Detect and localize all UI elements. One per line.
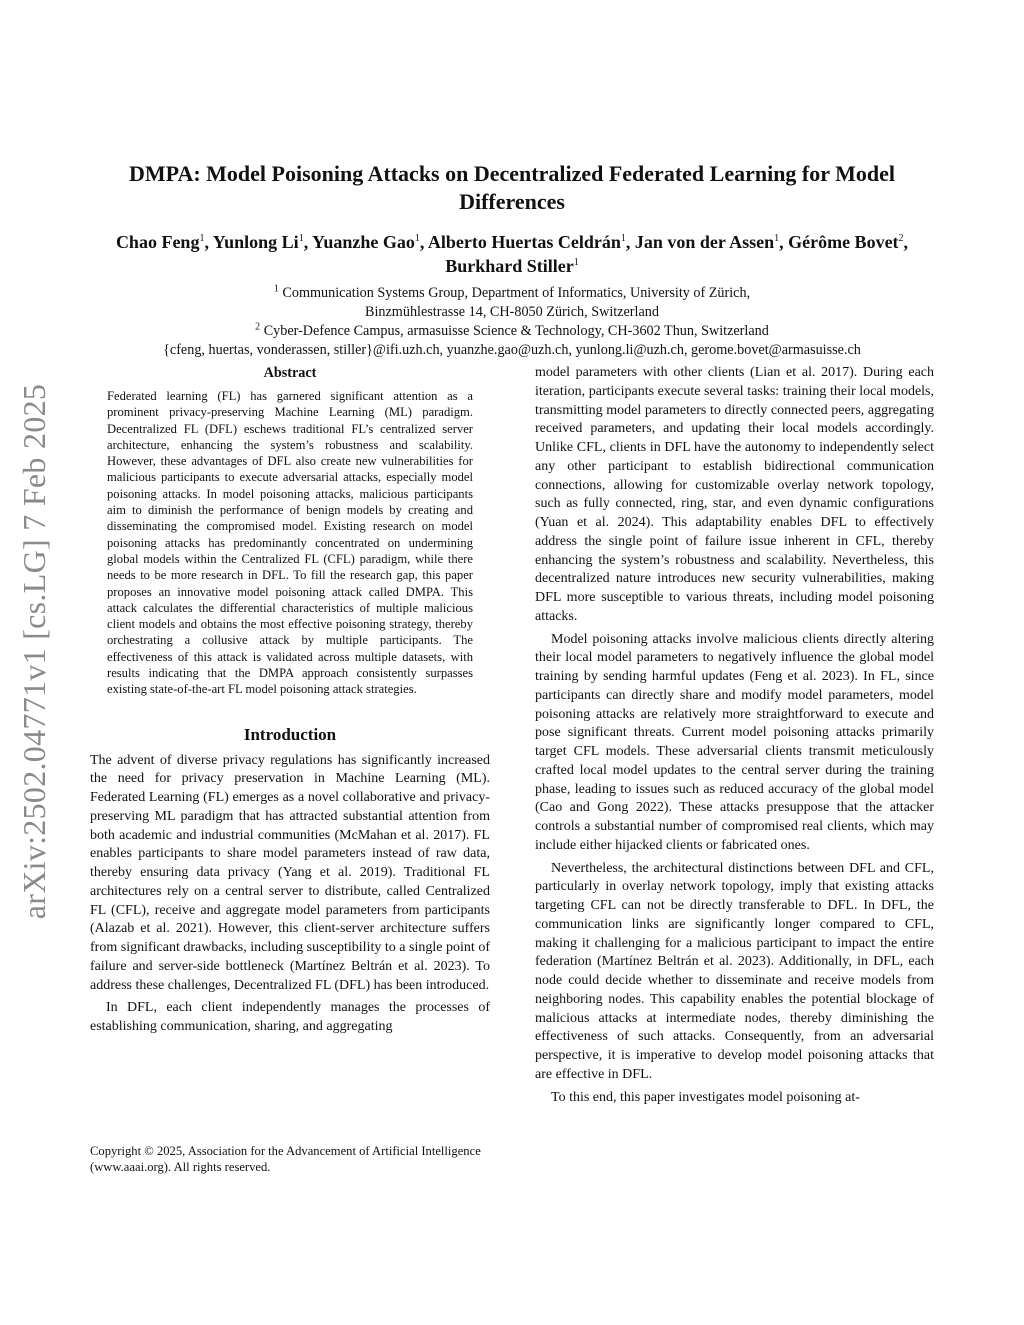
affiliations: [80, 284, 944, 360]
author-name: Gérôme Bovet: [788, 232, 899, 252]
author-name: Yunlong Li: [212, 232, 299, 252]
author-name: Chao Feng: [115, 232, 200, 252]
paragraph: To this end, this paper investigates model poisoning at-: [551, 1089, 860, 1105]
author-affiliation-mark: 2: [898, 233, 904, 244]
author-name: Yuanzhe Gao: [312, 232, 415, 252]
author-emails: {cfeng, huertas, vonderassen, stiller}@ifi.uzh.ch, yuanzhe.gao@uzh.ch, yunlong.li@uzh.ch, gerome.bovet@armasuisse.ch: [163, 342, 861, 358]
arxiv-identifier-stamp: [6, 366, 64, 936]
author-name: Alberto Huertas Celdrán: [427, 232, 621, 252]
right-column: [535, 364, 934, 1107]
left-column: [90, 364, 490, 1037]
introduction-heading: Introduction: [243, 724, 337, 744]
paragraph: In DFL, each client independently manages the processes of establishing communication, sharing, and aggregating: [90, 1000, 490, 1035]
author-affiliation-mark: 1: [199, 233, 205, 244]
affiliation-2: $^2$ Cyber-Defence Campus, armasuisse Science & Technology, CH-3602 Thun, Switzerland: [255, 321, 769, 339]
author-affiliation-mark: 1: [620, 233, 626, 244]
author-affiliation-mark: 1: [414, 233, 420, 244]
abstract-text: Federated learning (FL) has garnered significant attention as a prominent privacy-preserving Machine Learning (ML) paradigm. Decentralized FL (DFL) eschews traditional FL’s centralized server architecture, enhancing the system’s robustness and scalability. However, these advantages of DFL also create new vulnerabilities for malicious participants to execute adversarial attacks, especially model poisoning attacks. In model poisoning attacks, malicious participants aim to diminish the performance of benign models by creating and disseminating the compromised model. Existing research on model poisoning attacks has predominantly concentrated on undermining global models within the Centralized FL (CFL) paradigm, while there needs to be more research in DFL. To fill the research gap, this paper proposes an innovative model poisoning attack called DMPA. This attack calculates the differential characteristics of multiple malicious client models and obtains the most effective poisoning strategy, thereby orchestrating a collusive attack by multiple participants. The effectiveness of this attack is validated across multiple datasets, with results indicating that the DMPA approach consistently surpasses existing state-of-the-art FL model poisoning attack strategies.: [107, 389, 473, 697]
paragraph: The advent of diverse privacy regulations has significantly increased the need for privacy preservation in Machine Learning (ML). Federated Learning (FL) emerges as a novel collaborative and privacy-preserving ML paradigm that has attracted substantial attention from both academic and industrial communities (McMahan et al. 2017). FL enables participants to share model parameters instead of raw data, thereby ensuring data privacy (Yang et al. 2019). Traditional FL architectures rely on a central server to distribute, called Centralized FL (CFL), receive and aggregate model parameters from participants (Alazab et al. 2021). However, this client-server architecture suffers from significant drawbacks, including susceptibility to a single point of failure and server-side bottleneck (Martínez Beltrán et al. 2023). To address these challenges, Decentralized FL (DFL) has been introduced.: [90, 752, 490, 993]
author-name: Burkhard Stiller: [445, 256, 574, 276]
abstract-section: [90, 364, 490, 698]
author-name: Jan von der Assen: [634, 232, 775, 252]
paragraph: Model poisoning attacks involve malicious clients directly altering their local model parameters to negatively influence the global model training by sending harmful updates (Feng et al. 2023). In FL, since participants can directly share and modify model parameters, model poisoning attacks are relatively more straightforward to execute and pose significant threats. Current model poisoning attacks primarily target CFL models. These adversarial clients transmit meticulously crafted local model updates to the central server during the training phase, leading to issues such as reduced accuracy of the global model (Cao and Gong 2022). These attacks presuppose that the attacker controls a substantial number of compromised real clients, which may include either hijacked clients or fabricated ones.: [535, 631, 934, 853]
author-affiliation-mark: 1: [298, 233, 304, 244]
paragraph: Nevertheless, the architectural distinctions between DFL and CFL, particularly in overlay network topology, imply that existing attacks targeting CFL can not be directly transferable to DFL. In DFL, the communication links are significantly longer compared to CFL, making it challenging for a malicious participant to impact the entire federation (Martínez Beltrán et al. 2023). Additionally, in DFL, each node could decide whether to disseminate and receive models from neighboring nodes. This capability enables the potential blockage of malicious attacks at intermediate nodes, thereby diminishing the effectiveness of such attacks. Consequently, from an adversarial perspective, it is imperative to develop model poisoning attacks that are effective in DFL.: [535, 860, 934, 1082]
affiliation-1-address: Binzmühlestrasse 14, CH-8050 Zürich, Switzerland: [365, 304, 659, 320]
copyright-footnote: Copyright © 2025, Association for the Advancement of Artificial Intelligence (www.aaai.org). All rights reserved.: [90, 1144, 481, 1174]
paper-title: DMPA: Model Poisoning Attacks on Decentralized Federated Learning for Model Differences: [128, 161, 895, 214]
paragraph: model parameters with other clients (Lian et al. 2017). During each iteration, participants execute several tasks: training their local models, transmitting model parameters to directly connected peers, aggregating received parameters, and updating their local models accordingly. Unlike CFL, clients in DFL have the autonomy to independently select any other participant to establish bidirectional communication connections, allowing for customizable overlay network topology, such as fully connected, ring, star, and even dynamic configurations (Yuan et al. 2024). This adaptability enables DFL to effectively address the single point of failure issue inherent in CFL, thereby enhancing the system’s robustness and scalability. Nevertheless, this decentralized nature introduces new security vulnerabilities, making DFL more susceptible to various threats, including model poisoning attacks.: [535, 365, 934, 624]
abstract-heading: Abstract: [263, 365, 317, 381]
author-list: Chao Feng$^1$, Yunlong Li$^1$, Yuanzhe Gao$^1$, Alberto Huertas Celdrán$^1$, Jan von der Assen$^1$, Gérôme Bovet$^2$, Burkhard Stiller$^1$: [115, 232, 909, 276]
arxiv-identifier-text: arXiv:2502.04771v1 [cs.LG] 7 Feb 2025: [16, 383, 53, 919]
affiliation-1: $^1$ Communication Systems Group, Department of Informatics, University of Zürich,: [273, 283, 751, 301]
author-affiliation-mark: 1: [573, 257, 579, 268]
paper-header: [80, 160, 944, 360]
author-affiliation-mark: 1: [774, 233, 780, 244]
